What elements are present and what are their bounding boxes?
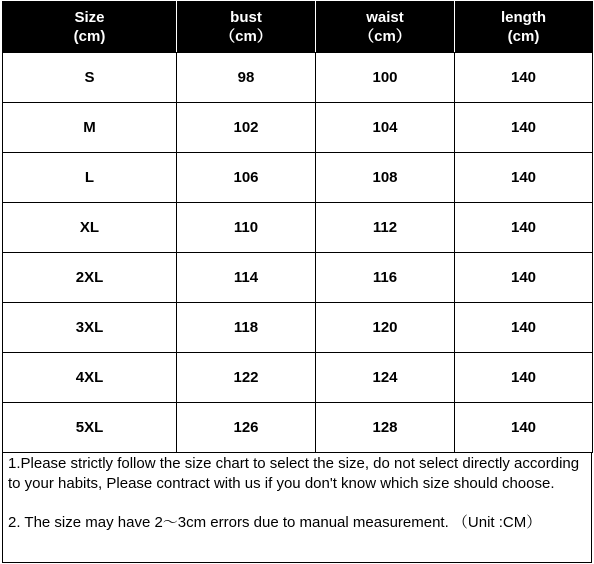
- table-row: [3, 303, 593, 353]
- cell-bust: 110: [177, 203, 316, 253]
- cell-length: 140: [455, 403, 593, 453]
- cell-bust: 126: [177, 403, 316, 453]
- cell-waist: 116: [316, 253, 455, 303]
- table-row: [3, 153, 593, 203]
- header-length-unit: (cm): [507, 28, 540, 45]
- table-row: [3, 403, 593, 453]
- cell-bust: 98: [177, 53, 316, 103]
- note-1: 1.Please strictly follow the size chart to select the size, do not select directly according to your habits, Please contract with us if you don't know which size should choose.: [8, 455, 580, 492]
- table-row: [3, 53, 593, 103]
- cell-length: 140: [455, 253, 593, 303]
- cell-bust: 114: [177, 253, 316, 303]
- cell-length: 140: [455, 203, 593, 253]
- cell-size: 3XL: [3, 303, 177, 353]
- header-size-label: Size: [74, 9, 105, 26]
- header-size-unit: (cm): [73, 28, 106, 45]
- table-row: [3, 103, 593, 153]
- header-length: [455, 2, 593, 53]
- table-header: [3, 2, 593, 53]
- header-bust: [177, 2, 316, 53]
- cell-length: 140: [455, 303, 593, 353]
- cell-waist: 112: [316, 203, 455, 253]
- cell-size: S: [3, 53, 177, 103]
- cell-size: 5XL: [3, 403, 177, 453]
- header-bust-label: bust: [230, 9, 262, 26]
- header-size: [3, 2, 177, 53]
- cell-bust: 106: [177, 153, 316, 203]
- cell-bust: 122: [177, 353, 316, 403]
- cell-length: 140: [455, 353, 593, 403]
- header-waist-label: waist: [366, 9, 404, 26]
- size-chart: [2, 1, 592, 563]
- cell-size: M: [3, 103, 177, 153]
- header-waist: [316, 2, 455, 53]
- table-row: [3, 353, 593, 403]
- cell-length: 140: [455, 53, 593, 103]
- header-waist-unit: （cm）: [359, 28, 411, 45]
- cell-waist: 120: [316, 303, 455, 353]
- cell-waist: 108: [316, 153, 455, 203]
- cell-waist: 124: [316, 353, 455, 403]
- cell-size: 4XL: [3, 353, 177, 403]
- cell-waist: 128: [316, 403, 455, 453]
- table-body: [3, 53, 593, 453]
- size-table: [2, 1, 593, 453]
- table-row: [3, 253, 593, 303]
- cell-size: XL: [3, 203, 177, 253]
- cell-waist: 100: [316, 53, 455, 103]
- cell-size: 2XL: [3, 253, 177, 303]
- header-row: [3, 2, 593, 53]
- cell-bust: 118: [177, 303, 316, 353]
- cell-waist: 104: [316, 103, 455, 153]
- size-notes: [8, 454, 588, 533]
- cell-size: L: [3, 153, 177, 203]
- header-length-label: length: [501, 9, 546, 26]
- cell-length: 140: [455, 103, 593, 153]
- cell-bust: 102: [177, 103, 316, 153]
- note-2: 2. The size may have 2～3cm errors due to manual measurement. （Unit :CM）: [8, 514, 542, 531]
- cell-length: 140: [455, 153, 593, 203]
- table-row: [3, 203, 593, 253]
- header-bust-unit: （cm）: [220, 28, 272, 45]
